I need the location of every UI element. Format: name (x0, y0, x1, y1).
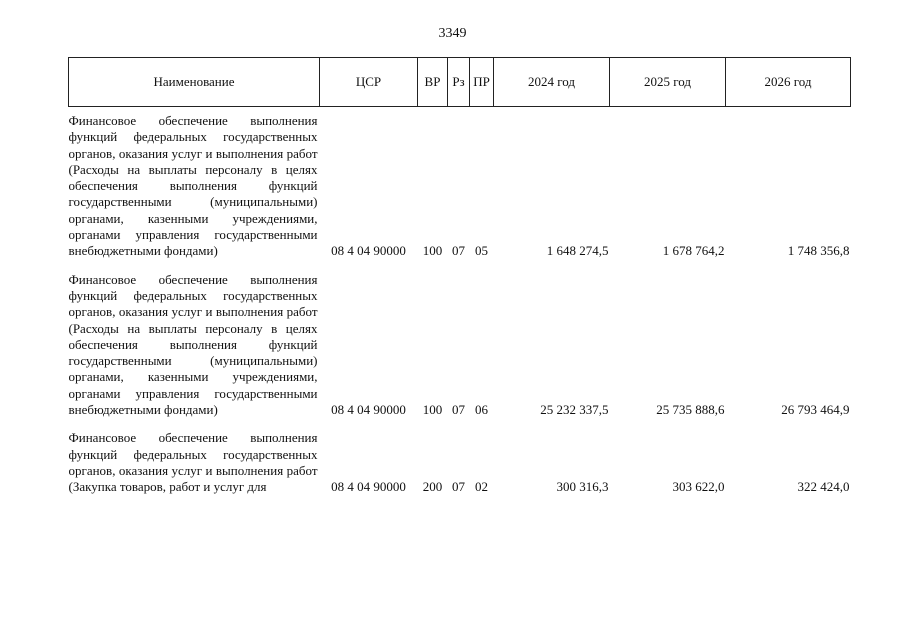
row-rz: 07 (452, 479, 465, 495)
header-csr: ЦСР (320, 58, 418, 107)
row-2026: 322 424,0 (797, 479, 850, 495)
row-vr: 100 (422, 402, 443, 418)
row-rz: 07 (452, 243, 465, 259)
row-2025: 1 678 764,2 (662, 243, 725, 259)
header-rz: Рз (448, 58, 470, 107)
table-row (69, 424, 851, 495)
row-2026: 26 793 464,9 (781, 402, 850, 418)
row-rz: 07 (452, 402, 465, 418)
row-name: Финансовое обеспечение выполнения функций федеральных государственных органов, оказания услуг и выполнения работ (Расходы на выплаты персоналу в целях обеспечения выполнения функций государственными (муниципальными) органами, казенными учреждениями, органами управления государственными внебюджетными фондами) (68, 271, 318, 418)
row-pr: 06 (475, 402, 488, 418)
budget-table (68, 57, 851, 496)
row-vr: 200 (422, 479, 443, 495)
row-name: Финансовое обеспечение выполнения функций федеральных государственных органов, оказания услуг и выполнения работ (Расходы на выплаты персоналу в целях обеспечения выполнения функций государственными (муниципальными) органами, казенными учреждениями, органами управления государственными внебюджетными фондами) (68, 113, 318, 259)
row-csr: 08 4 04 90000 (331, 243, 406, 259)
row-2024: 300 316,3 (556, 479, 609, 495)
row-2025: 25 735 888,6 (656, 402, 725, 418)
row-pr: 02 (475, 479, 488, 495)
row-2024: 25 232 337,5 (540, 402, 609, 418)
row-2024: 1 648 274,5 (546, 243, 609, 259)
table-row (69, 107, 851, 266)
header-2025: 2025 год (610, 58, 726, 107)
header-vr: ВР (418, 58, 448, 107)
header-pr: ПР (470, 58, 494, 107)
row-2025: 303 622,0 (672, 479, 725, 495)
table-header-row (69, 58, 851, 107)
row-csr: 08 4 04 90000 (331, 479, 406, 495)
header-name: Наименование (69, 58, 320, 107)
row-vr: 100 (422, 243, 443, 259)
row-2026: 1 748 356,8 (787, 243, 850, 259)
header-2026: 2026 год (726, 58, 851, 107)
header-2024: 2024 год (494, 58, 610, 107)
row-name: Финансовое обеспечение выполнения функций федеральных государственных органов, оказания услуг и выполнения работ (Закупка товаров, работ и услуг для (68, 430, 318, 495)
table-row (69, 266, 851, 425)
row-pr: 05 (475, 243, 488, 259)
page-number: 3349 (438, 26, 467, 41)
row-csr: 08 4 04 90000 (331, 402, 406, 418)
